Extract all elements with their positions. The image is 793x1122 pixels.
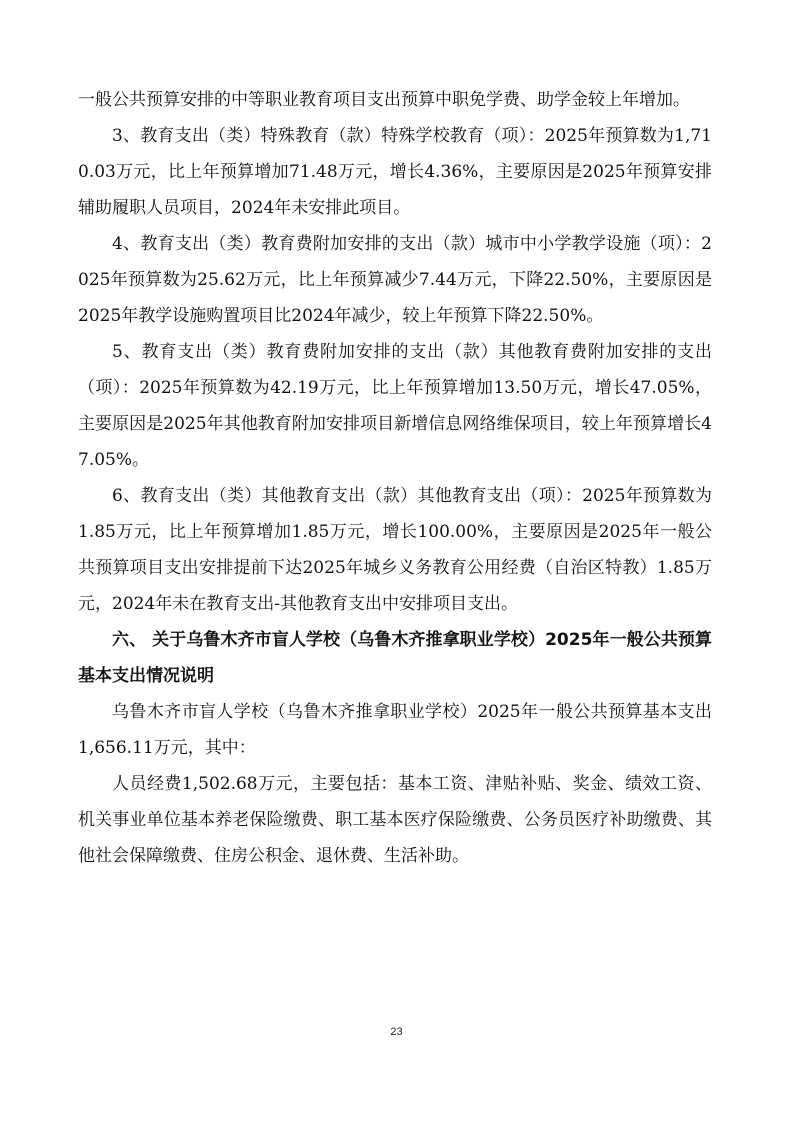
section-heading-basic-expenditure: 六、 关于乌鲁木齐市盲人学校（乌鲁木齐推拿职业学校）2025年一般公共预算基本支出情况说明 (78, 630, 712, 686)
page-number: 23 (390, 1026, 403, 1038)
paragraph-teaching-facilities: 4、教育支出（类）教育费附加安排的支出（款）城市中小学教学设施（项）：2025年预算数为25.62万元，比上年预算减少7.44万元，下降22.50%，主要原因是2025年教学设施购置项目比2024年减少，较上年预算下降22.50%。 (78, 234, 712, 326)
paragraph-special-education: 3、教育支出（类）特殊教育（款）特殊学校教育（项）：2025年预算数为1,710.03万元，比上年预算增加71.48万元，增长4.36%，主要原因是2025年预算安排辅助履职人员项目，2024年未安排此项目。 (78, 126, 712, 218)
paragraph-other-education: 6、教育支出（类）其他教育支出（款）其他教育支出（项）：2025年预算数为1.85万元，比上年预算增加1.85万元，增长100.00%，主要原因是2025年一般公共预算项目支出安排提前下达2025年城乡义务教育公用经费（自治区特教）1.85万元，2024年未在教育支出-其他教育支出中安排项目支出。 (78, 486, 712, 614)
paragraph-basic-expenditure-total: 乌鲁木齐市盲人学校（乌鲁木齐推拿职业学校）2025年一般公共预算基本支出1,656.11万元，其中： (78, 702, 712, 758)
paragraph-personnel-expenses: 人员经费1,502.68万元，主要包括：基本工资、津贴补贴、奖金、绩效工资、机关事业单位基本养老保险缴费、职工基本医疗保险缴费、公务员医疗补助缴费、其他社会保障缴费、住房公积金、退休费、生活补助。 (78, 774, 712, 866)
paragraph-continuation: 一般公共预算安排的中等职业教育项目支出预算中职免学费、助学金较上年增加。 (78, 90, 690, 110)
paragraph-other-surcharge: 5、教育支出（类）教育费附加安排的支出（款）其他教育费附加安排的支出（项）：2025年预算数为42.19万元，比上年预算增加13.50万元，增长47.05%，主要原因是2025年其他教育附加安排项目新增信息网络维保项目，较上年预算增长47.05%。 (78, 342, 712, 470)
document-body (78, 82, 712, 874)
